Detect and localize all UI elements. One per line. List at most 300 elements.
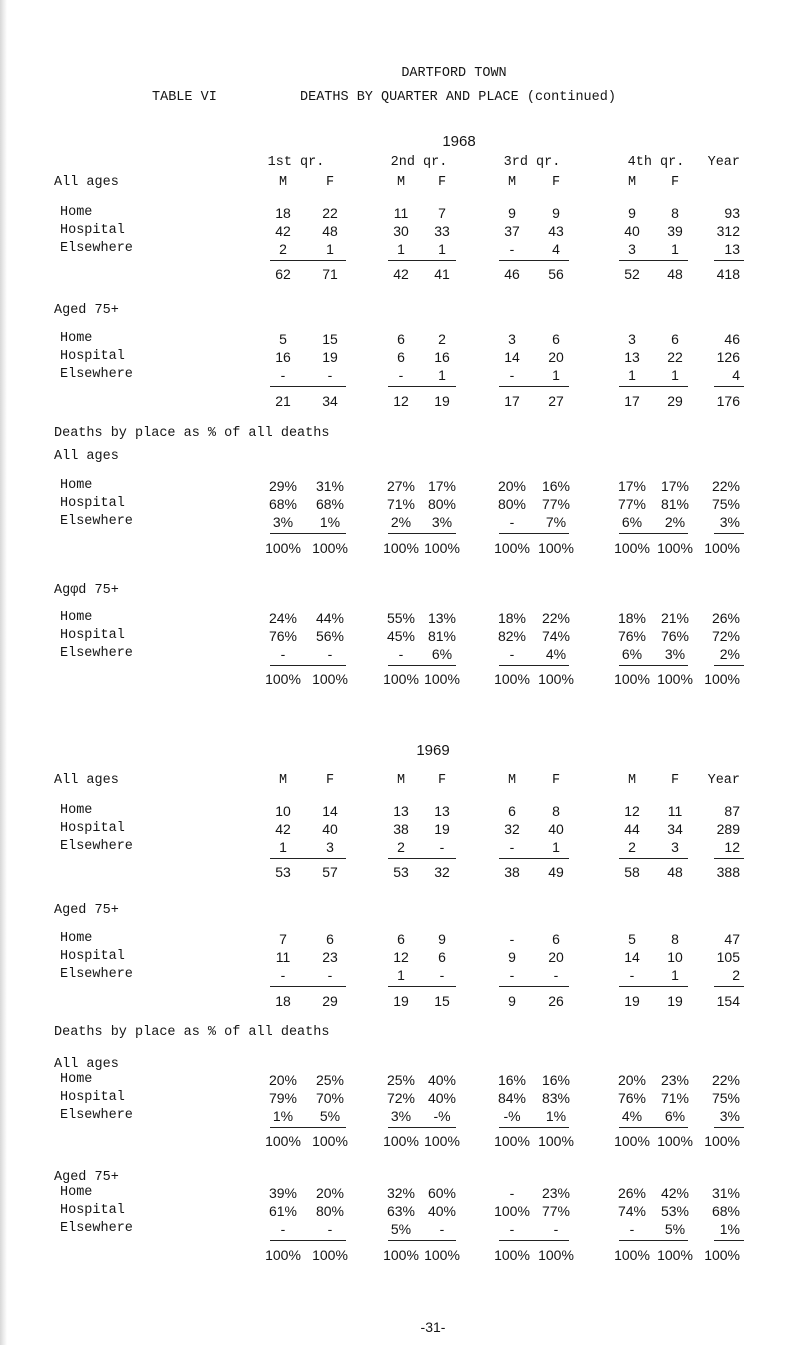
- row-elsewhere-cell: 6%: [621, 514, 643, 530]
- total-row-year: 100%: [704, 1247, 740, 1263]
- total-rule: [499, 260, 569, 261]
- row-hospital-year: 72%: [711, 628, 740, 644]
- group-label-all-ages: All ages: [54, 449, 119, 464]
- row-home-cell: 13%: [427, 610, 457, 626]
- row-elsewhere-cell: -: [280, 967, 286, 983]
- total-row-cell: 100%: [265, 1247, 301, 1263]
- sex-header-f: F: [437, 175, 447, 190]
- row-elsewhere-cell: -: [629, 967, 635, 983]
- row-hospital-cell: 79%: [268, 1090, 298, 1106]
- row-label-home: Home: [60, 1072, 93, 1087]
- row-home-cell: 40%: [427, 1072, 457, 1088]
- row-elsewhere-cell: 3%: [390, 1108, 412, 1124]
- total-rule: [388, 1127, 456, 1128]
- row-home-cell: 60%: [427, 1185, 457, 1201]
- total-row-cell: 57: [322, 864, 338, 880]
- total-rule: [619, 986, 688, 987]
- row-elsewhere-cell: 4%: [621, 1108, 643, 1124]
- row-elsewhere-cell: 1: [397, 967, 405, 983]
- total-row-cell: 100%: [494, 1247, 530, 1263]
- row-home-cell: 11: [667, 803, 683, 819]
- row-home-cell: 22%: [541, 610, 571, 626]
- total-row-cell: 29: [667, 393, 683, 409]
- total-row-cell: 12: [393, 393, 409, 409]
- row-elsewhere-cell: 1: [279, 839, 287, 855]
- row-hospital-cell: 68%: [268, 496, 298, 512]
- sex-header-f: F: [325, 773, 335, 788]
- row-home-cell: 27%: [386, 478, 416, 494]
- row-hospital-cell: 23: [322, 949, 338, 965]
- row-home-cell: 17%: [660, 478, 690, 494]
- row-home-cell: 8: [552, 803, 560, 819]
- row-home-cell: 16%: [541, 1072, 571, 1088]
- total-row-cell: 21: [275, 393, 291, 409]
- row-elsewhere-cell: 2: [628, 839, 636, 855]
- row-hospital-year: 68%: [711, 1203, 740, 1219]
- row-home-cell: 9: [508, 205, 516, 221]
- row-home-cell: 6: [552, 331, 560, 347]
- total-rule: [499, 386, 569, 387]
- row-elsewhere-year: 2: [732, 967, 740, 983]
- total-row-cell: 48: [667, 266, 683, 282]
- group-label-all-ages: All ages: [54, 773, 119, 788]
- row-elsewhere-cell: -: [509, 839, 515, 855]
- total-row-cell: 100%: [657, 671, 693, 687]
- total-row-cell: 71: [322, 266, 338, 282]
- row-elsewhere-cell: 1: [552, 367, 560, 383]
- row-home-cell: 6: [671, 331, 679, 347]
- row-home-cell: 13: [393, 803, 409, 819]
- row-home-cell: 22: [322, 205, 338, 221]
- total-row-cell: 100%: [312, 1247, 348, 1263]
- row-label-elsewhere: Elsewhere: [60, 514, 133, 529]
- total-row-cell: 100%: [312, 671, 348, 687]
- row-hospital-cell: 38: [393, 821, 409, 837]
- row-hospital-cell: 14: [504, 349, 520, 365]
- row-hospital-cell: 77%: [541, 496, 571, 512]
- sex-header-f: F: [670, 175, 680, 190]
- row-elsewhere-cell: -: [439, 1221, 445, 1237]
- row-hospital-cell: 76%: [617, 1090, 647, 1106]
- row-elsewhere-cell: 3%: [431, 514, 453, 530]
- total-row-cell: 17: [504, 393, 520, 409]
- row-label-home: Home: [60, 331, 93, 346]
- row-home-cell: 29%: [268, 478, 298, 494]
- row-label-hospital: Hospital: [60, 223, 125, 238]
- row-hospital-cell: 81%: [660, 496, 690, 512]
- total-row-cell: 100%: [614, 540, 650, 556]
- sex-header-m: M: [507, 175, 517, 190]
- row-hospital-cell: 40: [624, 223, 640, 239]
- row-home-cell: 10: [275, 803, 291, 819]
- row-home-cell: 18%: [617, 610, 647, 626]
- total-rule: [714, 665, 744, 666]
- sex-header-m: M: [627, 773, 637, 788]
- total-row-cell: 53: [393, 864, 409, 880]
- row-elsewhere-cell: 1: [397, 241, 405, 257]
- row-home-cell: 14: [322, 803, 338, 819]
- total-row-cell: 34: [322, 393, 338, 409]
- row-label-hospital: Hospital: [60, 1090, 125, 1105]
- row-label-hospital: Hospital: [60, 349, 125, 364]
- row-home-cell: 17%: [617, 478, 647, 494]
- row-home-cell: 17%: [427, 478, 457, 494]
- row-elsewhere-cell: -: [280, 646, 286, 662]
- total-row-cell: 9: [508, 993, 516, 1009]
- total-rule: [388, 858, 456, 859]
- row-elsewhere-cell: -: [553, 967, 559, 983]
- row-home-cell: 16%: [497, 1072, 527, 1088]
- sex-header-f: F: [551, 773, 561, 788]
- total-rule: [714, 260, 744, 261]
- row-label-elsewhere: Elsewhere: [60, 1108, 133, 1123]
- row-home-cell: 39%: [268, 1185, 298, 1201]
- quarter-header: 3rd qr.: [503, 155, 561, 170]
- total-row-cell: 100%: [265, 671, 301, 687]
- row-home-cell: 7: [279, 931, 287, 947]
- row-label-elsewhere: Elsewhere: [60, 241, 133, 256]
- quarter-header: 2nd qr.: [390, 155, 448, 170]
- row-elsewhere-year: 13: [724, 241, 740, 257]
- total-row-cell: 38: [504, 864, 520, 880]
- row-hospital-year: 75%: [711, 496, 740, 512]
- row-hospital-cell: 40%: [427, 1203, 457, 1219]
- row-elsewhere-year: 4: [732, 367, 740, 383]
- row-elsewhere-cell: 5%: [319, 1108, 341, 1124]
- total-row-cell: 100%: [614, 1133, 650, 1149]
- total-row-cell: 100%: [424, 1247, 460, 1263]
- row-home-cell: 8: [671, 205, 679, 221]
- total-row-year: 100%: [704, 671, 740, 687]
- total-row-cell: 100%: [538, 671, 574, 687]
- row-elsewhere-cell: 5%: [664, 1221, 686, 1237]
- row-label-elsewhere: Elsewhere: [60, 839, 133, 854]
- row-home-year: 31%: [711, 1185, 740, 1201]
- row-home-cell: 20%: [497, 478, 527, 494]
- row-elsewhere-year: 3%: [719, 1108, 740, 1124]
- group-label-aged-75: Agφd 75+: [54, 583, 119, 598]
- row-hospital-cell: 45%: [386, 628, 416, 644]
- total-rule: [619, 665, 688, 666]
- row-elsewhere-cell: -: [509, 241, 515, 257]
- group-label-all-ages: All ages: [54, 175, 119, 190]
- percent-section-label: Deaths by place as % of all deaths: [54, 1025, 330, 1040]
- row-hospital-year: 289: [716, 821, 740, 837]
- group-label-aged-75: Aged 75+: [54, 303, 119, 318]
- total-rule: [619, 386, 688, 387]
- row-home-cell: 5: [628, 931, 636, 947]
- row-home-cell: 9: [628, 205, 636, 221]
- total-rule: [499, 986, 569, 987]
- row-elsewhere-cell: 3: [671, 839, 679, 855]
- row-elsewhere-cell: 1: [438, 241, 446, 257]
- row-home-cell: 44%: [315, 610, 345, 626]
- row-label-home: Home: [60, 610, 93, 625]
- total-row-cell: 100%: [494, 1133, 530, 1149]
- total-rule: [270, 533, 346, 534]
- row-elsewhere-cell: 7%: [545, 514, 567, 530]
- row-home-year: 47: [724, 931, 740, 947]
- group-label-all-ages: All ages: [54, 1057, 119, 1072]
- row-home-cell: 55%: [386, 610, 416, 626]
- row-hospital-cell: 84%: [497, 1090, 527, 1106]
- row-home-cell: 6: [326, 931, 334, 947]
- sex-header-f: F: [325, 175, 335, 190]
- row-home-year: 22%: [711, 1072, 740, 1088]
- row-home-cell: 23%: [660, 1072, 690, 1088]
- total-rule: [388, 533, 456, 534]
- total-row-year: 154: [716, 993, 740, 1009]
- sex-header-m: M: [396, 175, 406, 190]
- row-elsewhere-cell: 6%: [664, 1108, 686, 1124]
- row-elsewhere-cell: -: [553, 1221, 559, 1237]
- total-row-cell: 100%: [265, 540, 301, 556]
- total-row-cell: 19: [624, 993, 640, 1009]
- row-hospital-cell: 12: [393, 949, 409, 965]
- total-row-cell: 41: [434, 266, 450, 282]
- total-rule: [499, 858, 569, 859]
- row-home-cell: 6: [397, 331, 405, 347]
- row-home-cell: 18%: [497, 610, 527, 626]
- row-label-elsewhere: Elsewhere: [60, 1221, 133, 1236]
- row-elsewhere-cell: 6%: [621, 646, 643, 662]
- row-label-home: Home: [60, 1185, 93, 1200]
- row-elsewhere-cell: -: [439, 839, 445, 855]
- row-home-cell: 2: [438, 331, 446, 347]
- row-hospital-year: 75%: [711, 1090, 740, 1106]
- row-label-home: Home: [60, 931, 93, 946]
- year-heading: 1968: [442, 133, 476, 150]
- total-row-cell: 100%: [424, 540, 460, 556]
- total-row-year: 388: [716, 864, 740, 880]
- row-label-elsewhere: Elsewhere: [60, 646, 133, 661]
- row-home-cell: 6: [508, 803, 516, 819]
- row-elsewhere-year: 3%: [719, 514, 740, 530]
- row-elsewhere-cell: 3%: [272, 514, 294, 530]
- row-hospital-cell: 74%: [541, 628, 571, 644]
- total-row-cell: 100%: [614, 671, 650, 687]
- table-number: TABLE VI: [152, 90, 217, 105]
- row-hospital-cell: 76%: [617, 628, 647, 644]
- row-label-hospital: Hospital: [60, 1203, 125, 1218]
- total-row-cell: 100%: [383, 671, 419, 687]
- row-elsewhere-cell: 3: [326, 839, 334, 855]
- total-rule: [619, 1127, 688, 1128]
- row-home-cell: 31%: [315, 478, 345, 494]
- row-hospital-cell: 80%: [315, 1203, 345, 1219]
- row-elsewhere-cell: 3: [628, 241, 636, 257]
- row-hospital-cell: 71%: [386, 496, 416, 512]
- total-rule: [388, 386, 456, 387]
- row-hospital-cell: 32: [504, 821, 520, 837]
- row-elsewhere-cell: -: [509, 367, 515, 383]
- row-elsewhere-year: 12: [724, 839, 740, 855]
- row-elsewhere-cell: 1%: [272, 1108, 294, 1124]
- row-hospital-cell: 14: [624, 949, 640, 965]
- total-rule: [619, 1240, 688, 1241]
- total-row-cell: 100%: [538, 540, 574, 556]
- page-number: -31-: [420, 1319, 446, 1335]
- total-rule: [714, 533, 744, 534]
- row-home-cell: 7: [438, 205, 446, 221]
- row-elsewhere-cell: 1%: [319, 514, 341, 530]
- total-row-cell: 19: [393, 993, 409, 1009]
- row-home-cell: 24%: [268, 610, 298, 626]
- row-home-cell: 3: [628, 331, 636, 347]
- row-elsewhere-cell: 6%: [431, 646, 453, 662]
- total-row-cell: 48: [667, 864, 683, 880]
- row-elsewhere-cell: 1: [671, 241, 679, 257]
- total-rule: [270, 858, 346, 859]
- row-elsewhere-cell: 4: [552, 241, 560, 257]
- row-hospital-cell: 6: [397, 349, 405, 365]
- row-label-hospital: Hospital: [60, 628, 125, 643]
- row-home-cell: 8: [671, 931, 679, 947]
- row-hospital-cell: 22: [667, 349, 683, 365]
- table-title: DEATHS BY QUARTER AND PLACE (continued): [300, 90, 616, 105]
- row-hospital-cell: 33: [434, 223, 450, 239]
- total-row-cell: 17: [624, 393, 640, 409]
- total-rule: [270, 1127, 346, 1128]
- row-hospital-cell: 20: [548, 949, 564, 965]
- total-row-cell: 100%: [614, 1247, 650, 1263]
- row-hospital-cell: 80%: [497, 496, 527, 512]
- sex-header-m: M: [396, 773, 406, 788]
- row-hospital-cell: 74%: [617, 1203, 647, 1219]
- row-home-cell: 20%: [315, 1185, 345, 1201]
- row-hospital-cell: 40: [548, 821, 564, 837]
- row-home-cell: 16%: [541, 478, 571, 494]
- row-elsewhere-cell: -: [629, 1221, 635, 1237]
- row-hospital-year: 126: [716, 349, 740, 365]
- row-hospital-cell: 16: [434, 349, 450, 365]
- total-row-cell: 46: [504, 266, 520, 282]
- row-hospital-cell: 40%: [427, 1090, 457, 1106]
- row-hospital-cell: 68%: [315, 496, 345, 512]
- row-elsewhere-cell: -: [439, 967, 445, 983]
- row-hospital-year: 312: [716, 223, 740, 239]
- row-home-cell: 11: [393, 205, 409, 221]
- row-home-cell: 5: [279, 331, 287, 347]
- row-hospital-cell: 11: [275, 949, 291, 965]
- total-rule: [499, 533, 569, 534]
- row-hospital-cell: 44: [624, 821, 640, 837]
- row-home-year: 87: [724, 803, 740, 819]
- row-elsewhere-cell: 2%: [664, 514, 686, 530]
- row-label-elsewhere: Elsewhere: [60, 367, 133, 382]
- row-elsewhere-cell: 1: [671, 367, 679, 383]
- total-row-cell: 100%: [657, 540, 693, 556]
- total-rule: [270, 986, 346, 987]
- total-row-cell: 100%: [312, 1133, 348, 1149]
- total-row-cell: 100%: [538, 1247, 574, 1263]
- row-home-cell: 18: [275, 205, 291, 221]
- row-home-cell: 12: [624, 803, 640, 819]
- row-elsewhere-cell: -: [509, 514, 515, 530]
- total-row-cell: 100%: [383, 1133, 419, 1149]
- total-row-cell: 18: [275, 993, 291, 1009]
- total-row-year: 100%: [704, 540, 740, 556]
- total-row-cell: 27: [548, 393, 564, 409]
- row-hospital-cell: 100%: [494, 1203, 530, 1219]
- row-home-cell: 42%: [660, 1185, 690, 1201]
- page-edge: [0, 0, 7, 1345]
- row-label-home: Home: [60, 205, 93, 220]
- total-row-cell: 100%: [494, 671, 530, 687]
- row-hospital-cell: 48: [322, 223, 338, 239]
- row-elsewhere-cell: -: [509, 967, 515, 983]
- row-hospital-cell: 43: [548, 223, 564, 239]
- total-rule: [388, 1240, 456, 1241]
- total-row-cell: 100%: [424, 671, 460, 687]
- sex-header-m: M: [278, 175, 288, 190]
- row-home-year: 26%: [711, 610, 740, 626]
- total-rule: [714, 1240, 744, 1241]
- total-rule: [619, 858, 688, 859]
- total-rule: [499, 1127, 569, 1128]
- total-rule: [388, 665, 456, 666]
- sex-header-f: F: [551, 175, 561, 190]
- row-elsewhere-cell: -: [398, 367, 404, 383]
- total-row-cell: 100%: [265, 1133, 301, 1149]
- row-home-cell: 23%: [541, 1185, 571, 1201]
- total-row-cell: 29: [322, 993, 338, 1009]
- total-rule: [714, 1127, 744, 1128]
- row-elsewhere-cell: -: [327, 646, 333, 662]
- row-home-cell: 32%: [386, 1185, 416, 1201]
- row-hospital-cell: 19: [322, 349, 338, 365]
- total-row-cell: 100%: [657, 1247, 693, 1263]
- quarter-header: 4th qr.: [627, 155, 685, 170]
- row-hospital-cell: 72%: [386, 1090, 416, 1106]
- year-heading-1969: 1969: [416, 742, 450, 759]
- row-elsewhere-cell: 1: [438, 367, 446, 383]
- row-hospital-year: 105: [716, 949, 740, 965]
- row-elsewhere-cell: -: [398, 646, 404, 662]
- row-elsewhere-cell: -%: [433, 1108, 451, 1124]
- row-hospital-cell: 42: [275, 223, 291, 239]
- total-rule: [714, 986, 744, 987]
- total-row-year: 176: [716, 393, 740, 409]
- total-row-cell: 62: [275, 266, 291, 282]
- row-hospital-cell: 19: [434, 821, 450, 837]
- row-label-hospital: Hospital: [60, 821, 125, 836]
- total-row-cell: 42: [393, 266, 409, 282]
- total-row-year: 418: [716, 266, 740, 282]
- row-hospital-cell: 6: [438, 949, 446, 965]
- row-elsewhere-cell: -: [509, 1221, 515, 1237]
- total-row-cell: 100%: [424, 1133, 460, 1149]
- total-row-cell: 56: [548, 266, 564, 282]
- total-row-cell: 100%: [383, 1247, 419, 1263]
- total-row-cell: 49: [548, 864, 564, 880]
- row-elsewhere-cell: 1: [671, 967, 679, 983]
- row-hospital-cell: 63%: [386, 1203, 416, 1219]
- total-rule: [388, 986, 456, 987]
- row-hospital-cell: 20: [548, 349, 564, 365]
- row-hospital-cell: 40: [322, 821, 338, 837]
- row-elsewhere-cell: -: [327, 367, 333, 383]
- row-label-elsewhere: Elsewhere: [60, 967, 133, 982]
- row-elsewhere-cell: -: [327, 1221, 333, 1237]
- row-elsewhere-cell: 1: [326, 241, 334, 257]
- row-home-cell: 13: [434, 803, 450, 819]
- row-elsewhere-cell: -: [327, 967, 333, 983]
- sex-header-m: M: [278, 773, 288, 788]
- total-rule: [714, 386, 744, 387]
- row-elsewhere-cell: 3%: [664, 646, 686, 662]
- row-home-cell: 3: [508, 331, 516, 347]
